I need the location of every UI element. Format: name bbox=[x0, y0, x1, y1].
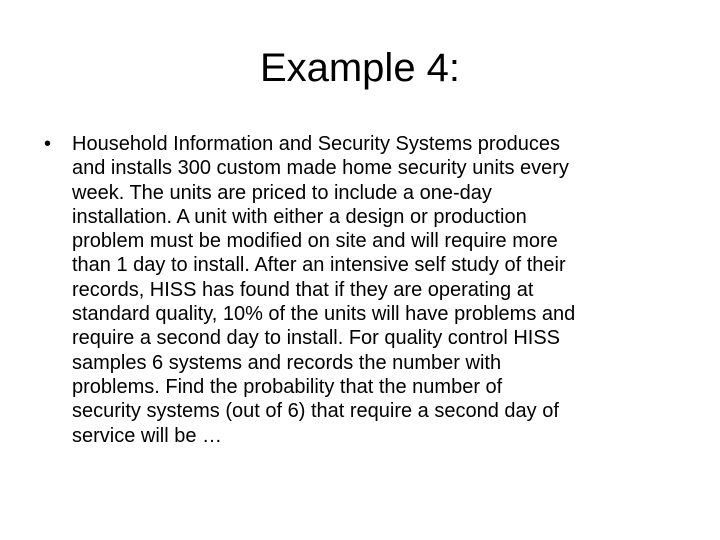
bullet-text-line: samples 6 systems and records the number with bbox=[72, 351, 502, 374]
bullet-text-line: problems. Find the probability that the number of bbox=[72, 375, 503, 398]
bullet-text-line: require a second day to install. For quality control HISS bbox=[72, 327, 561, 350]
bullet-text-line: problem must be modified on site and will require more bbox=[72, 230, 558, 253]
bullet-text-line: than 1 day to install. After an intensive self study of their bbox=[72, 254, 566, 277]
bullet-list bbox=[44, 132, 684, 448]
bullet-item bbox=[44, 132, 684, 448]
bullet-text-line: installation. A unit with either a design or production bbox=[72, 205, 527, 228]
bullet-text-line: Household Information and Security Systems produces bbox=[72, 133, 561, 155]
bullet-text-line: security systems (out of 6) that require a second day of bbox=[72, 400, 559, 423]
bullet-icon: • bbox=[44, 133, 52, 155]
slide-title: Example 4: bbox=[259, 46, 461, 90]
bullet-text-line: and installs 300 custom made home security units every bbox=[72, 157, 569, 180]
bullet-text-line: week. The units are priced to include a one-day bbox=[72, 181, 492, 204]
bullet-text-line: records, HISS has found that if they are operating at bbox=[72, 278, 534, 301]
bullet-text-line: standard quality, 10% of the units will have problems and bbox=[72, 303, 576, 326]
bullet-text-line: service will be … bbox=[72, 424, 223, 447]
